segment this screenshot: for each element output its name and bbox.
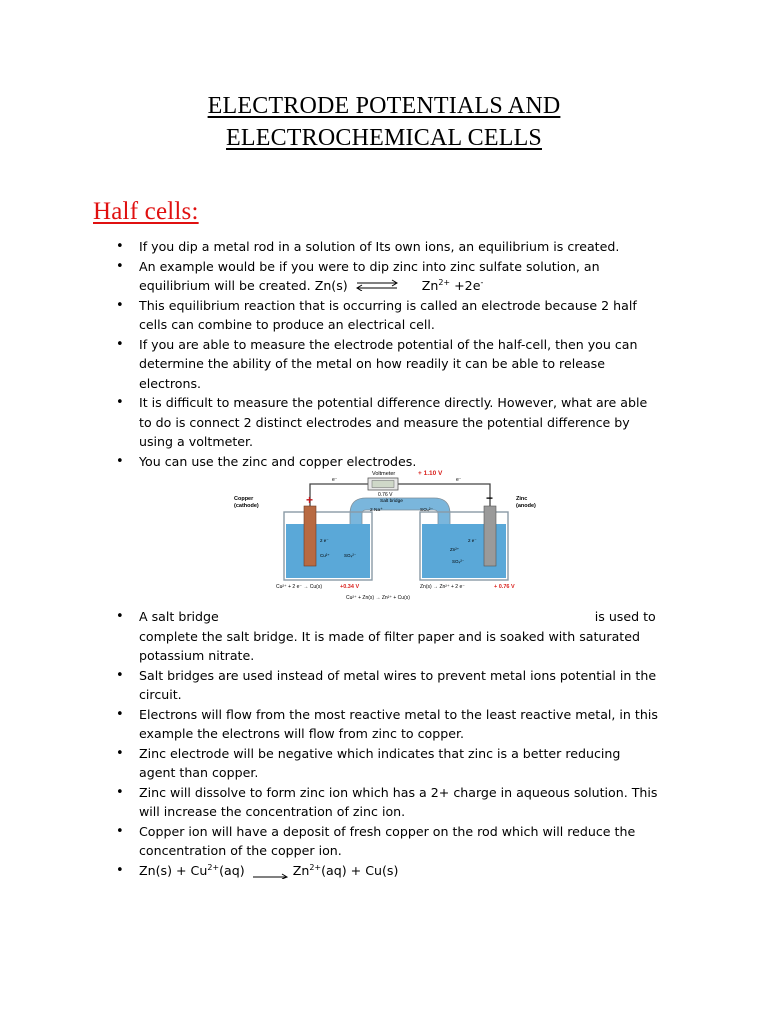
bullet-list-top xyxy=(0,237,768,471)
negative-sign: − xyxy=(486,491,494,505)
equilibrium-arrow-icon xyxy=(354,279,400,291)
cathode-role: (cathode) xyxy=(234,503,259,509)
anode-half-reaction: Zn(s) → Zn²⁺ + 2 e⁻ xyxy=(420,584,465,590)
section-heading: Half cells: xyxy=(93,198,199,225)
document-title xyxy=(0,90,768,154)
list-item: • It is difficult to measure the potential difference directly. However, what are able to do is connect 2 distinct electrodes and measure the potential difference by using a voltmeter. xyxy=(0,393,659,452)
bullet-list-bottom xyxy=(0,607,768,880)
list-item: • Salt bridges are used instead of metal wires to prevent metal ions potential in the circuit. xyxy=(0,666,659,705)
cathode-label: Copper xyxy=(234,496,254,502)
list-item: • Electrons will flow from the most reactive metal to the least reactive metal, in this example the electrons will flow from zinc to copper. xyxy=(0,705,659,744)
reaction-arrow-icon xyxy=(251,867,291,879)
electron-flow-label: e⁻ xyxy=(332,477,338,483)
right-ion-so4: SO₄²⁻ xyxy=(452,559,465,564)
list-item: • Zinc electrode will be negative which indicates that zinc is a better reducing agent than copper. xyxy=(0,744,659,783)
title-line-1: ELECTRODE POTENTIALS AND xyxy=(207,93,561,119)
bridge-cation: 2 Na⁺ xyxy=(370,508,383,513)
left-ion-cu: Cu²⁺ xyxy=(320,553,330,558)
list-item: • If you dip a metal rod in a solution of Its own ions, an equilibrium is created. xyxy=(0,237,659,257)
left-ion-so4: SO₄²⁻ xyxy=(344,553,357,558)
bridge-anion: SO₄²⁻ xyxy=(420,508,434,513)
list-item: • This equilibrium reaction that is occurring is called an electrode because 2 half cells can combine to produce an electrical cell. xyxy=(0,296,659,335)
list-item: • A salt bridge is used to complete the salt bridge. It is made of filter paper and is soaked with saturated potassium nitrate. xyxy=(0,607,659,666)
left-solution xyxy=(286,524,370,578)
cathode-potential: +0.34 V xyxy=(340,584,360,590)
copper-electrode xyxy=(304,506,316,566)
equation-zinc-equilibrium: Zn(s) $Zn^{2+} +2e^-$ xyxy=(314,277,484,293)
voltmeter-display xyxy=(372,481,394,488)
list-item: • An example would be if you were to dip zinc into zinc sulfate solution, an equilibrium will be created. Zn(s) $Zn^{2+} +2e^-$ xyxy=(0,257,659,296)
list-item: • If you are able to measure the electrode potential of the half-cell, then you can determine the ability of the metal on how readily it can be able to release electrons. xyxy=(0,335,659,394)
voltmeter-reading: + 1.10 V xyxy=(418,470,443,477)
right-ion-zn: Zn²⁺ xyxy=(450,547,460,552)
list-item xyxy=(0,861,659,881)
list-item: • Copper ion will have a deposit of fresh copper on the rod which will reduce the concentration of the copper ion. xyxy=(0,822,659,861)
list-item: • You can use the zinc and copper electrodes. xyxy=(0,452,659,472)
electrochemical-cell-diagram xyxy=(228,462,558,604)
overall-reaction: Cu²⁺ + Zn(s) → Zn²⁺ + Cu(s) xyxy=(346,595,410,601)
anode-potential: + 0.76 V xyxy=(494,584,515,590)
anode-role: (anode) xyxy=(516,503,536,509)
equation-zinc-copper: $Zn(s) + Cu^{2+}(aq) Zn^{2+}(aq) + Cu(s)$ xyxy=(139,862,399,878)
electron-flow-label: e⁻ xyxy=(456,477,462,483)
anode-label: Zinc xyxy=(516,496,528,502)
cathode-half-reaction: Cu²⁺ + 2 e⁻ → Cu(s) xyxy=(276,584,322,590)
salt-bridge-label: Salt bridge xyxy=(380,499,403,504)
right-electrons: 2 e⁻ xyxy=(468,538,477,543)
voltmeter-display-value: 0.76 V xyxy=(378,492,393,498)
title-line-2: ELECTROCHEMICAL CELLS xyxy=(226,125,542,151)
zinc-electrode xyxy=(484,506,496,566)
positive-sign: + xyxy=(306,493,314,507)
list-item: • Zinc will dissolve to form zinc ion which has a 2+ charge in aqueous solution. This will increase the concentration of zinc ion. xyxy=(0,783,659,822)
voltmeter-label: Voltmeter xyxy=(372,471,396,477)
left-electrons: 2 e⁻ xyxy=(320,538,329,543)
